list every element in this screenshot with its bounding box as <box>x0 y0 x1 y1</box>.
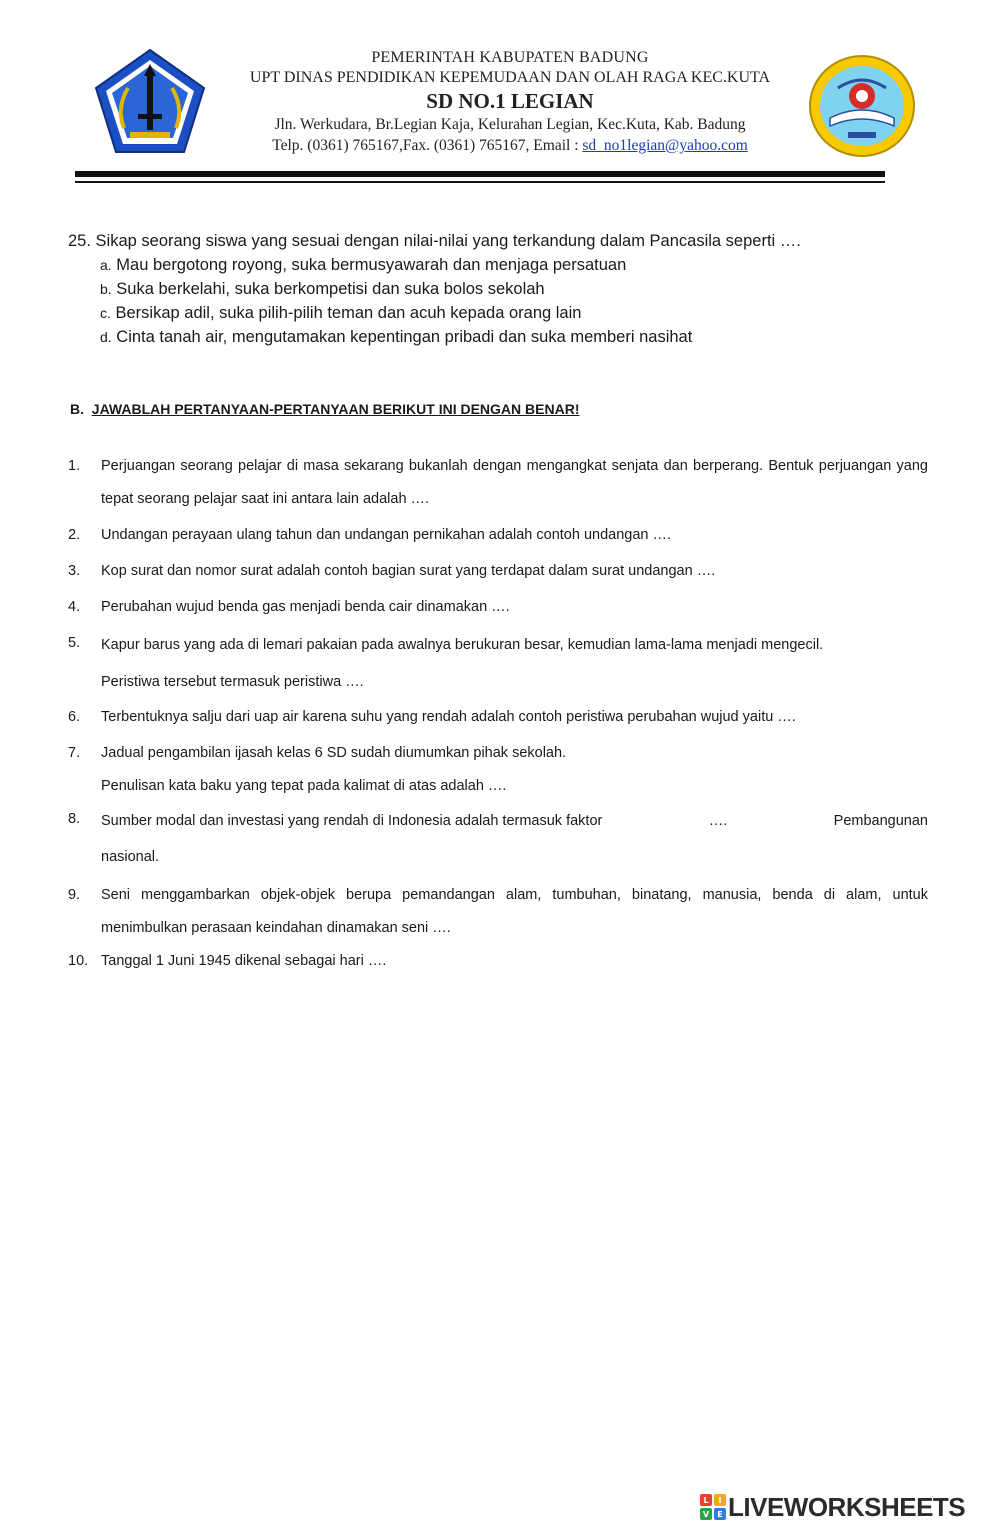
option-label: c. <box>100 305 111 321</box>
option-text: Bersikap adil, suka pilih-pilih teman dan acuh kepada orang lain <box>115 304 582 322</box>
option-d[interactable] <box>68 325 948 349</box>
question-text-continued: Peristiwa tersebut termasuk peristiwa …. <box>101 674 364 690</box>
header-divider-thin <box>75 181 885 183</box>
letterhead <box>0 0 1000 190</box>
question-text-block <box>101 737 928 803</box>
option-label: a. <box>100 257 112 273</box>
option-a[interactable] <box>68 253 948 277</box>
question-text: Perjuangan seorang pelajar di masa sekarang bukanlah dengan mengangkat senjata dan berperang. Bentuk perjuangan yang tepat seorang pelajar saat ini antara lain adalah …. <box>101 458 928 507</box>
option-text: Cinta tanah air, mengutamakan kepentingan pribadi dan suka memberi nasihat <box>116 328 693 346</box>
option-text: Suka berkelahi, suka berkompetisi dan suka bolos sekolah <box>116 280 545 298</box>
question-number: 3. <box>68 563 81 579</box>
essay-question-7 <box>68 737 928 803</box>
essay-question-8 <box>68 803 928 875</box>
option-b[interactable] <box>68 277 948 301</box>
department-name: UPT DINAS PENDIDIKAN KEPEMUDAAN DAN OLAH RAGA KEC.KUTA <box>249 69 771 86</box>
essay-question-5 <box>68 627 928 701</box>
government-name: PEMERINTAH KABUPATEN BADUNG <box>371 49 649 66</box>
question-number: 2. <box>68 527 81 543</box>
answer-blank[interactable]: …. <box>708 813 728 829</box>
question-number: 1. <box>68 458 81 474</box>
essay-question-2 <box>68 519 928 552</box>
liveworksheets-wordmark: LIVEWORKSHEETS <box>728 1491 966 1522</box>
question-text: Kop surat dan nomor surat adalah contoh bagian surat yang terdapat dalam surat undangan …. <box>101 563 716 579</box>
icon-letter-l: L <box>703 1496 709 1505</box>
header-divider-thick <box>75 171 885 177</box>
question-text-tail: Pembangunan <box>833 813 928 829</box>
question-number: 25. <box>68 232 91 250</box>
question-text: Tanggal 1 Juni 1945 dikenal sebagai hari …. <box>101 953 387 969</box>
school-name: SD NO.1 LEGIAN <box>426 89 594 113</box>
question-text: Kapur barus yang ada di lemari pakaian pada awalnya berukuran besar, kemudian lama-lama menjadi mengecil. <box>101 637 824 653</box>
question-number: 10. <box>68 953 89 969</box>
icon-letter-e: E <box>717 1510 723 1519</box>
question-text: Terbentuknya salju dari uap air karena suhu yang rendah adalah contoh peristiwa perubahan wujud yaitu …. <box>101 709 796 725</box>
question-text: Sumber modal dan investasi yang rendah di Indonesia adalah termasuk faktor <box>101 813 603 829</box>
question-number: 7. <box>68 745 81 761</box>
badung-regency-emblem <box>94 48 206 154</box>
essay-question-10 <box>68 945 928 978</box>
essay-question-6 <box>68 701 928 734</box>
icon-letter-i: I <box>718 1496 722 1505</box>
contact-text: Telp. (0361) 765167,Fax. (0361) 765167, Email : <box>272 137 583 154</box>
question-number: 8. <box>68 811 81 827</box>
essay-question-4 <box>68 591 928 624</box>
section-b-heading <box>70 399 579 419</box>
question-number: 9. <box>68 887 81 903</box>
liveworksheets-logo <box>700 1492 965 1522</box>
option-text: Mau bergotong royong, suka bermusyawarah dan menjaga persatuan <box>116 256 627 274</box>
question-text: Jadual pengambilan ijasah kelas 6 SD sudah diumumkan pihak sekolah. <box>101 745 567 761</box>
email-link[interactable]: sd_no1legian@yahoo.com <box>582 137 748 154</box>
question-25-stem <box>68 229 948 253</box>
section-title: JAWABLAH PERTANYAAN-PERTANYAAN BERIKUT INI DENGAN BENAR! <box>91 401 580 417</box>
icon-letter-v: V <box>702 1510 710 1519</box>
school-contact <box>210 135 810 156</box>
option-label: b. <box>100 281 112 297</box>
essay-question-9 <box>68 879 928 945</box>
question-text-continued: Penulisan kata baku yang tepat pada kalimat di atas adalah …. <box>101 778 507 794</box>
question-text: Seni menggambarkan objek-objek berupa pemandangan alam, tumbuhan, binatang, manusia, benda di alam, untuk menimbulkan perasaan keindahan dinamakan seni …. <box>101 887 928 936</box>
question-number: 6. <box>68 709 81 725</box>
essay-question-list <box>68 450 928 978</box>
section-label: B. <box>70 401 84 417</box>
question-text-continued: nasional. <box>101 849 160 865</box>
question-number: 5. <box>68 635 81 651</box>
question-text-block <box>101 627 928 701</box>
school-logo <box>808 54 916 158</box>
option-c[interactable] <box>68 301 948 325</box>
essay-question-3 <box>68 555 928 588</box>
question-text: Undangan perayaan ulang tahun dan undangan pernikahan adalah contoh undangan …. <box>101 527 672 543</box>
question-line <box>101 803 928 839</box>
option-label: d. <box>100 329 112 345</box>
question-25 <box>68 229 948 349</box>
question-text: Sikap seorang siswa yang sesuai dengan nilai-nilai yang terkandung dalam Pancasila seperti …. <box>95 232 801 250</box>
school-address: Jln. Werkudara, Br.Legian Kaja, Kelurahan Legian, Kec.Kuta, Kab. Badung <box>274 116 746 133</box>
essay-question-1 <box>68 450 928 516</box>
question-number: 4. <box>68 599 81 615</box>
question-text: Perubahan wujud benda gas menjadi benda cair dinamakan …. <box>101 599 510 615</box>
question-text-block <box>101 803 928 875</box>
liveworksheets-icon <box>700 1494 726 1520</box>
